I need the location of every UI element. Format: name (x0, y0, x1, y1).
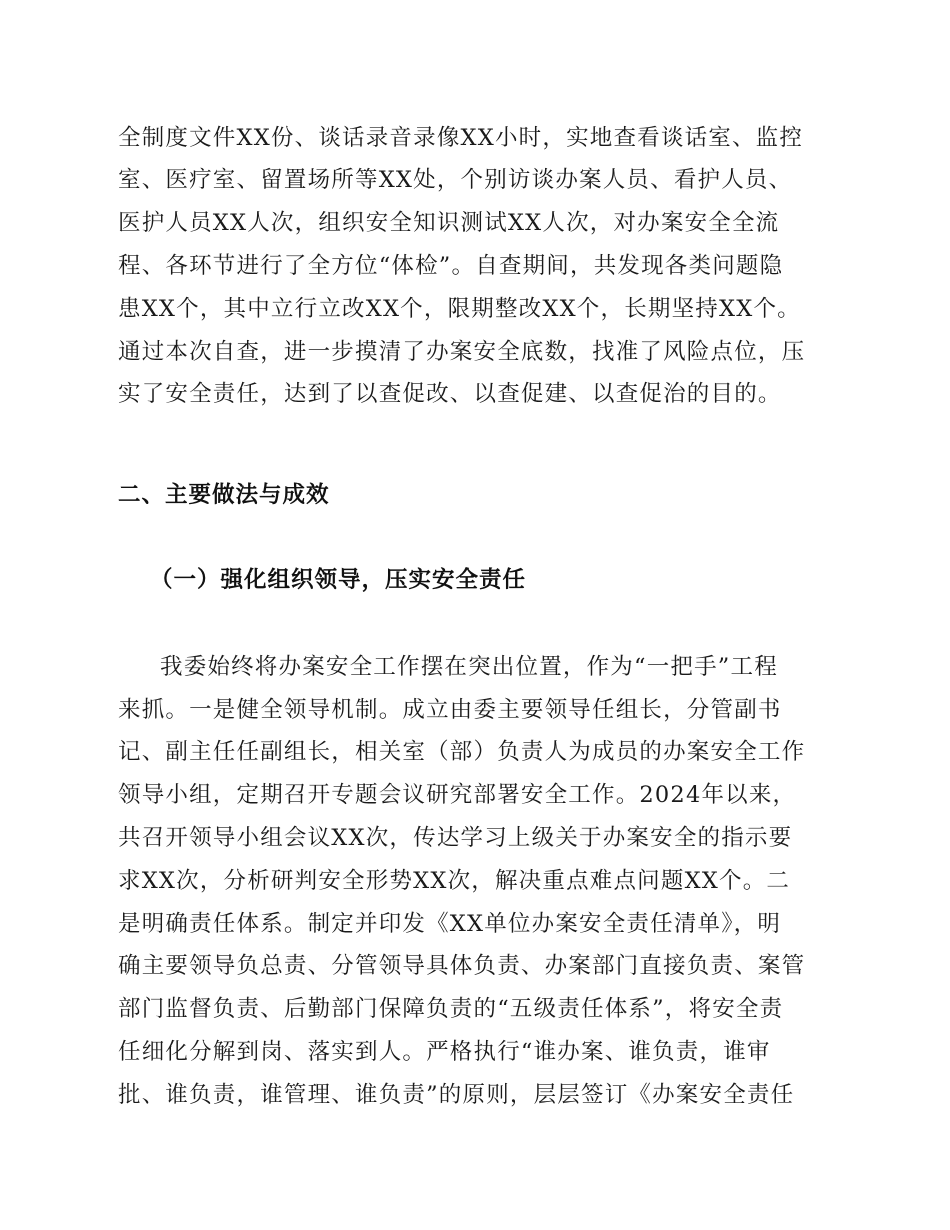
body-line: 任细化分解到岗、落实到人。严格执行“谁办案、谁负责，谁审 (118, 1039, 771, 1065)
body-line: 批、谁负责，谁管理、谁负责”的原则，层层签订《办案安全责任 (118, 1082, 795, 1108)
intro-line: 全制度文件XX份、谈话录音录像XX小时，实地查看谈话室、监控 (118, 125, 804, 151)
body-line: 领导小组，定期召开专题会议研究部署安全工作。2024年以来， (118, 782, 797, 808)
section-heading: 二、主要做法与成效 (118, 482, 330, 508)
body-line: 共召开领导小组会议XX次，传达学习上级关于办案安全的指示要 (118, 825, 793, 851)
intro-line: 医护人员XX人次，组织安全知识测试XX人次，对办案安全全流 (118, 210, 780, 236)
intro-line: 程、各环节进行了全方位“体检”。自查期间，共发现各类问题隐 (118, 253, 784, 279)
intro-line: 室、医疗室、留置场所等XX处，个别访谈办案人员、看护人员、 (118, 167, 793, 193)
body-line: 记、副主任任副组长，相关室（部）负责人为成员的办案安全工作 (118, 739, 806, 765)
intro-line: 实了安全责任，达到了以查促改、以查促建、以查促治的目的。 (118, 381, 782, 407)
body-line: 部门监督负责、后勤部门保障负责的“五级责任体系”，将安全责 (118, 996, 784, 1022)
intro-line: 通过本次自查，进一步摸清了办案安全底数，找准了风险点位，压 (118, 339, 806, 365)
body-line: 求XX次，分析研判安全形势XX次，解决重点难点问题XX个。二 (118, 868, 791, 894)
body-line: 来抓。一是健全领导机制。成立由委主要领导任组长，分管副书 (118, 697, 782, 723)
body-line: 我委始终将办案安全工作摆在突出位置，作为“一把手”工程 (160, 654, 778, 680)
intro-line: 患XX个，其中立行立改XX个，限期整改XX个，长期坚持XX个。 (118, 296, 801, 322)
subsection-heading: （一）强化组织领导，压实安全责任 (150, 567, 527, 593)
body-line: 确主要领导负总责、分管领导具体负责、办案部门直接负责、案管 (118, 953, 806, 979)
body-line: 是明确责任体系。制定并印发《XX单位办案安全责任清单》，明 (118, 911, 782, 937)
